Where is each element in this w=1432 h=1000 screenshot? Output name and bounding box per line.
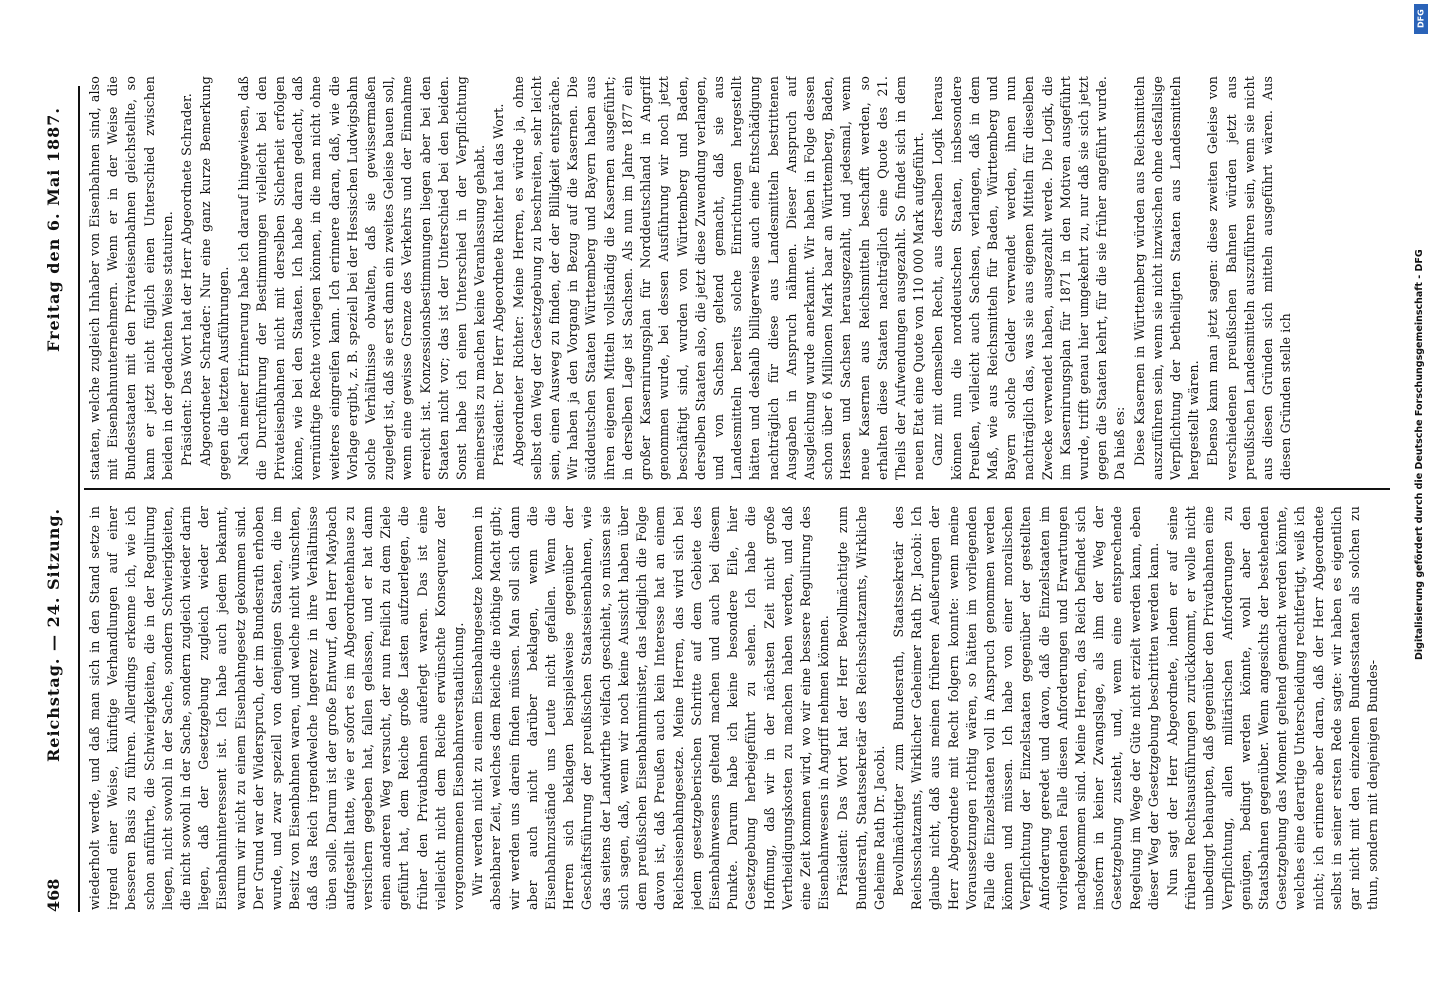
right-column	[86, 76, 1386, 480]
digitization-note: Digitalisierung gefördert durch die Deutsche Forschungsgemeinschaft - DFG	[1414, 249, 1425, 660]
page-number: 468	[44, 878, 63, 912]
paragraph: Diese Kasernen in Württemberg würden aus Reichsmitteln auszuführen sein, wenn sie nicht inzwischen ohne desfallsige Verpflichtung der betheiligten Staaten aus Landesmitteln hergestellt wären.	[1131, 76, 1202, 480]
paragraph: Wir werden nicht zu einem Eisenbahngesetze kommen in absehbarer Zeit, welches dem Reiche die nöthige Macht gibt; wir werden uns darein finden müssen. Man soll sich dann aber auch nicht darüber beklagen, wenn die Eisenbahnzustände uns Leute nicht gefallen. Wenn die Herren sich beklagen beispielsweise gegenüber der Geschäftsführung der preußischen Staatseisenbahnen, wie das seitens der Landwirthe vielfach geschieht, so müssen sie sich sagen, daß, wenn wir noch keine Aussicht haben über dem preußischen Eisenbahnminister, das lediglich die Folge davon ist, daß Preußen auch kein Interesse hat an einem Reichseisenbahngesetze. Meine Herren, das wird sich bei jedem gesetzgeberischen Schritte auf dem Gebiete des Eisenbahnwesens geltend machen und auch bei diesem Punkte. Darum habe ich keine besondere Eile, hier Gesetzgebung herbeigeführt zu sehen. Ich habe die Hoffnung, daß wir in der nächsten Zeit nicht große Vertheidigungskosten zu machen haben werden, und daß eine Zeit kommen wird, wo wir eine bessere Regulirung des Eisenbahnwesens in Angriff nehmen können.	[470, 506, 832, 910]
paragraph: Nun sagt der Herr Abgeordnete, indem er auf seine früheren Rechtsausführungen zurückkommt, er wolle nicht unbedingt behaupten, daß gegenüber den Privatbahnen eine Verpflichtung, allen militärischen Anforderungen zu genügen, bedingt werden könnte, wohl aber den Staatsbahnen gegenüber. Wenn angesichts der bestehenden Gesetzgebung das Moment geltend gemacht werden könnte, welches eine derartige Unterscheidung rechtfertigt, weiß ich nicht; ich erinnere aber daran, daß der Herr Abgeordnete selbst in seiner ersten Rede sagte: wir haben es eigentlich gar nicht mit den einzelnen Bundesstaaten als solchen zu thun, sondern mit denjenigen Bundes-	[1164, 506, 1381, 910]
paragraph: staaten, welche zugleich Inhaber von Eisenbahnen sind, also mit Eisenbahnunternehmern. Wenn er in der Weise die Bundesstaaten mit den Privateisenbahnen gleichstellte, so kann er jetzt nicht füglich einen Unterschied zwischen beiden in der gedachten Weise statuiren.	[87, 76, 175, 480]
header-rule	[78, 86, 80, 912]
paragraph: wiederholt werde, und daß man sich in den Stand setze in irgend einer Weise, künftige Verhandlungen auf einer besseren Basis zu führen. Allerdings erkenne ich, wie ich schon anführte, die Schwierigkeiten, die in der Regulirung liegen, nicht sowohl in der Sache, sondern Schwierigkeiten, die nicht sowohl in der Sache, sondern zugleich wieder darin liegen, daß der Gesetzgebung zugleich wieder der Eisenbahninteressent ist. Ich habe auch jedem bekannt, warum wir nicht zu einem Eisenbahngesetz gekommen sind. Der Grund war der Widerspruch, der im Bundesrath erhoben wurde, und zwar speziell von denjenigen Staaten, die im Besitz von Eisenbahnen waren, und welche nicht wünschten, daß das Reich irgendwelche Ingerenz in ihre Verhältnisse üben solle. Darum ist der große Entwurf, den Herr Maybach aufgestellt hatte, wie er sofort es im Abgeordnetenhause zu versichern gegeben hat, fallen gelassen, und er hat dann einen anderen Weg versucht, der nun freilich zu dem Ziele geführt hat, dem Reiche große Lasten aufzuerlegen, die früher den Privatbahnen auferlegt waren. Das ist eine vielleicht nicht dem Reiche erwünschte Konsequenz der vorgenommenen Eisenbahnverstaatlichung.	[87, 506, 467, 910]
dfg-badge: DFG	[1414, 4, 1428, 34]
running-head-left: Reichstag. — 24. Sitzung.	[44, 507, 63, 762]
paragraph: Ebenso kann man jetzt sagen: diese zweiten Geleise von verschiedenen preußischen Bahnen würden jetzt aus preußischen Landesmitteln auszuführen sein, wenn sie nicht aus diesen Gründen sich mitteln ausgeführt wären. Aus diesen Gründen stelle ich	[1205, 76, 1294, 480]
paragraph: Abgeordneter Schrader: Nur eine ganz kurze Bemerkung gegen die letzten Ausführungen.	[198, 76, 232, 480]
paragraph: Abgeordneter Richter: Meine Herren, es würde ja, ohne selbst den Weg der Gesetzgebung zu beschreiten, sehr leicht sein, einen Ausweg zu finden, der der Billigkeit entspräche. Wir haben ja den Vorgang in Bezug auf die Kasernen. Die süddeutschen Staaten Württemberg und Bayern haben aus ihren eigenen Mitteln vollständig die Kasernen ausgeführt; in derselben Lage ist Sachsen. Als nun im Jahre 1877 ein großer Kasernirungsplan für Norddeutschland in Angriff genommen wurde, bei dessen Ausführung wir noch jetzt beschäftigt sind, wurden von Württemberg und Baden, derselben Staaten also, die jetzt diese Zuwendung verlangen, und von Sachsen geltend gemacht, daß sie aus Landesmitteln bereits solche Einrichtungen hergestellt hätten und deshalb billigerweise auch eine Entschädigung nachträglich für diese aus Landesmitteln bestrittenen Ausgaben in Anspruch nähmen. Dieser Anspruch auf Ausgleichung wurde anerkannt. Wir haben in Folge dessen schon über 6 Millionen Mark baar an Württemberg, Baden, Hessen und Sachsen herausgezahlt, und jedesmal, wenn neue Kasernen aus Reichsmitteln beschafft werden, so erhalten diese Staaten nachträglich eine Quote des 21. Theils der Aufwendungen ausgezahlt. So findet sich in dem neuen Etat eine Quote von 110 000 Mark aufgeführt.	[510, 76, 927, 480]
paragraph: Bevollmächtigter zum Bundesrath, Staatssekretär des Reichsschatzamts, Wirklicher Geheimer Rath Dr. Jacobi: Ich glaube nicht, daß aus meinen früheren Aeußerungen der Herr Abgeordnete mit Recht folgern konnte: wenn meine Voraussetzungen richtig wären, so hätten im vorliegenden Falle die Einzelstaaten voll in Anspruch genommen werden können und müssen. Ich habe von einer moralischen Verpflichtung der Einzelstaaten gegenüber der gestellten Anforderung geredet und davon, daß die Einzelstaaten im vorliegenden Falle diesen Anforderungen und Erwartungen nachgekommen sind. Meine Herren, das Reich befindet sich insofern in keiner Zwangslage, als ihm der Weg der Gesetzgebung zusteht, und, wenn eine entsprechende Regelung im Wege der Güte nicht erzielt werden kann, eben dieser Weg der Gesetzgebung beschritten werden kann.	[890, 506, 1161, 910]
column-divider	[84, 488, 1390, 490]
paragraph: Präsident: Der Herr Abgeordnete Richter hat das Wort.	[491, 103, 507, 466]
running-head-right: Freitag den 6. Mai 1887.	[44, 107, 63, 352]
paragraph: Nach meiner Erinnerung habe ich darauf hingewiesen, daß die Durchführung der Bestimmungen vielleicht bei den Privateisenbahnen nicht mit derselben Sicherheit erfolgen könne, wie bei den Staaten. Ich habe daran gedacht, daß vernünftige Rechte vorliegen können, in die man nicht ohne weiteres eingreifen kann. Ich erinnere daran, daß, wie die Vorlage ergibt, z. B. speziell bei der Hessischen Ludwigsbahn solche Verhältnisse obwalten, daß sie gewissermaßen zugelegt ist, daß sie erst dann ein zweites Geleise bauen soll, wenn eine gewisse Grenze des Verkehrs und der Einnahme erreicht ist. Konzessionsbestimmungen liegen aber bei den Staaten nicht vor; das ist der Unterschied bei den beiden. Sonst habe ich einen Unterschied in der Verpflichtung meinerseits zu machen keine Veranlassung gehabt.	[235, 76, 488, 480]
paragraph: Präsident: Das Wort hat der Herr Abgeordnete Schrader.	[179, 93, 195, 466]
page-header	[40, 86, 74, 912]
left-column	[86, 506, 1386, 910]
paragraph: Ganz mit demselben Recht, aus derselben Logik heraus können nun die norddeutschen Staaten, insbesondere Preußen, vielleicht auch Sachsen, verlangen, daß in dem Maß, wie aus Reichsmitteln für Baden, Württemberg und Bayern solche Gelder verwendet werden, ihnen nun nachträglich das, was sie aus eigenen Mitteln für dieselben Zwecke verwendet haben, ausgezahlt werde. Die Logik, die im Kasernirungsplan für 1871 in den Motiven ausgeführt wurde, trifft genau hier umgekehrt zu, nur daß sie sich jetzt gegen die Staaten kehrt, für die sie früher angeführt wurde. Da hieß es:	[930, 76, 1128, 480]
paragraph: Präsident: Das Wort hat der Herr Bevollmächtigte zum Bundesrath, Staatssekretär des Reichsschatzamts, Wirkliche Geheime Rath Dr. Jacobi.	[835, 506, 887, 910]
